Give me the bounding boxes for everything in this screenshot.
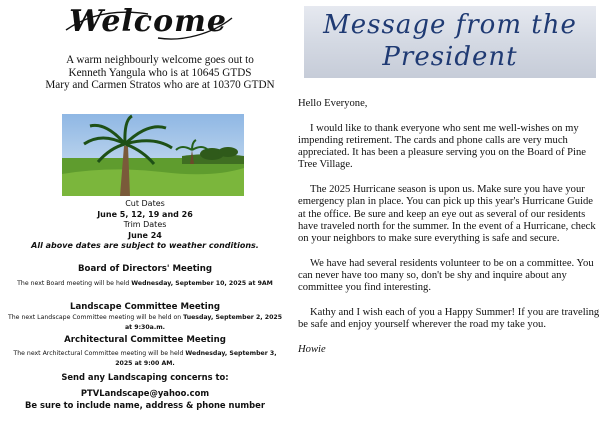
landscape-meeting <box>0 301 290 333</box>
welcome-intro <box>40 54 280 92</box>
meeting-title: Architectural Committee Meeting <box>64 335 226 345</box>
cut-dates-values: June 5, 12, 19 and 26 <box>97 209 193 219</box>
president-letter <box>298 98 600 369</box>
architectural-meeting <box>0 334 290 369</box>
meeting-text <box>0 349 290 369</box>
welcome-line: Mary and Carmen Stratos who are at 10370 GTDN <box>45 79 275 91</box>
palm-tree-photo <box>62 114 244 196</box>
meeting-desc: The next Landscape Committee meeting will be held on <box>7 314 184 321</box>
welcome-line: A warm neighbourly welcome goes out to <box>66 54 254 66</box>
letter-signature: Howie <box>298 343 326 355</box>
banner-line-1: Message from the <box>323 10 577 40</box>
concerns-heading: Send any Landscaping concerns to: <box>61 372 229 382</box>
meeting-when: Tuesday, September 2, 2025 at 9:30a.m. <box>124 314 282 331</box>
welcome-title: Welcome <box>69 4 227 39</box>
letter-paragraph: We have had several residents volunteer to be on a committee. You can never have too many so, don't be shy and inquire about any committee you find interesting. <box>298 257 594 294</box>
meeting-desc: The next Architectural Committee meeting will be held <box>13 350 186 357</box>
trim-dates-label: Trim Dates <box>123 220 167 229</box>
left-column <box>0 0 290 424</box>
weather-notice: All above dates are subject to weather conditions. <box>31 241 259 250</box>
concerns-note: Be sure to include name, address & phone number <box>25 400 265 410</box>
meeting-when: Wednesday, September 3, 2025 at 9:00 AM. <box>115 350 277 367</box>
meeting-text <box>0 279 290 289</box>
right-column <box>298 0 600 424</box>
board-meeting <box>0 263 290 289</box>
welcome-line: Kenneth Yangula who is at 10645 GTDS <box>68 66 252 79</box>
trim-dates-value: June 24 <box>128 230 162 240</box>
cut-dates <box>0 199 290 252</box>
letter-paragraph: I would like to thank everyone who sent me well-wishes on my impending retirement. The cards and phone calls are very much appreciated. It has been a pleasure serving you on the Board of Pine Tree Village. <box>298 122 586 171</box>
concerns-email[interactable]: PTVLandscape@yahoo.com <box>80 388 210 398</box>
letter-paragraph: The 2025 Hurricane season is upon us. Make sure you have your emergency plan in place. You can pick up this year's Hurricane Guide at the office. Be sure and keep an eye out as several of our residents have traveled north for the summer. In the event of a Hurricane, check on your neighbors to make sure everything is safe and secure. <box>298 184 596 245</box>
meeting-when: Wednesday, September 10, 2025 at 9AM <box>131 280 273 287</box>
meeting-title: Board of Directors' Meeting <box>77 264 213 274</box>
welcome-heading <box>62 4 234 44</box>
letter-paragraph: Kathy and I wish each of you a Happy Summer! If you are traveling be safe and enjoy yourself wherever the road my take you. <box>298 307 600 331</box>
meeting-title: Landscape Committee Meeting <box>70 302 220 312</box>
cut-dates-label: Cut Dates <box>125 199 165 208</box>
president-banner <box>304 6 596 78</box>
letter-greeting: Hello Everyone, <box>298 98 368 109</box>
meeting-text <box>0 313 290 333</box>
banner-line-2: President <box>382 42 518 72</box>
meeting-desc: The next Board meeting will be held <box>17 280 132 287</box>
